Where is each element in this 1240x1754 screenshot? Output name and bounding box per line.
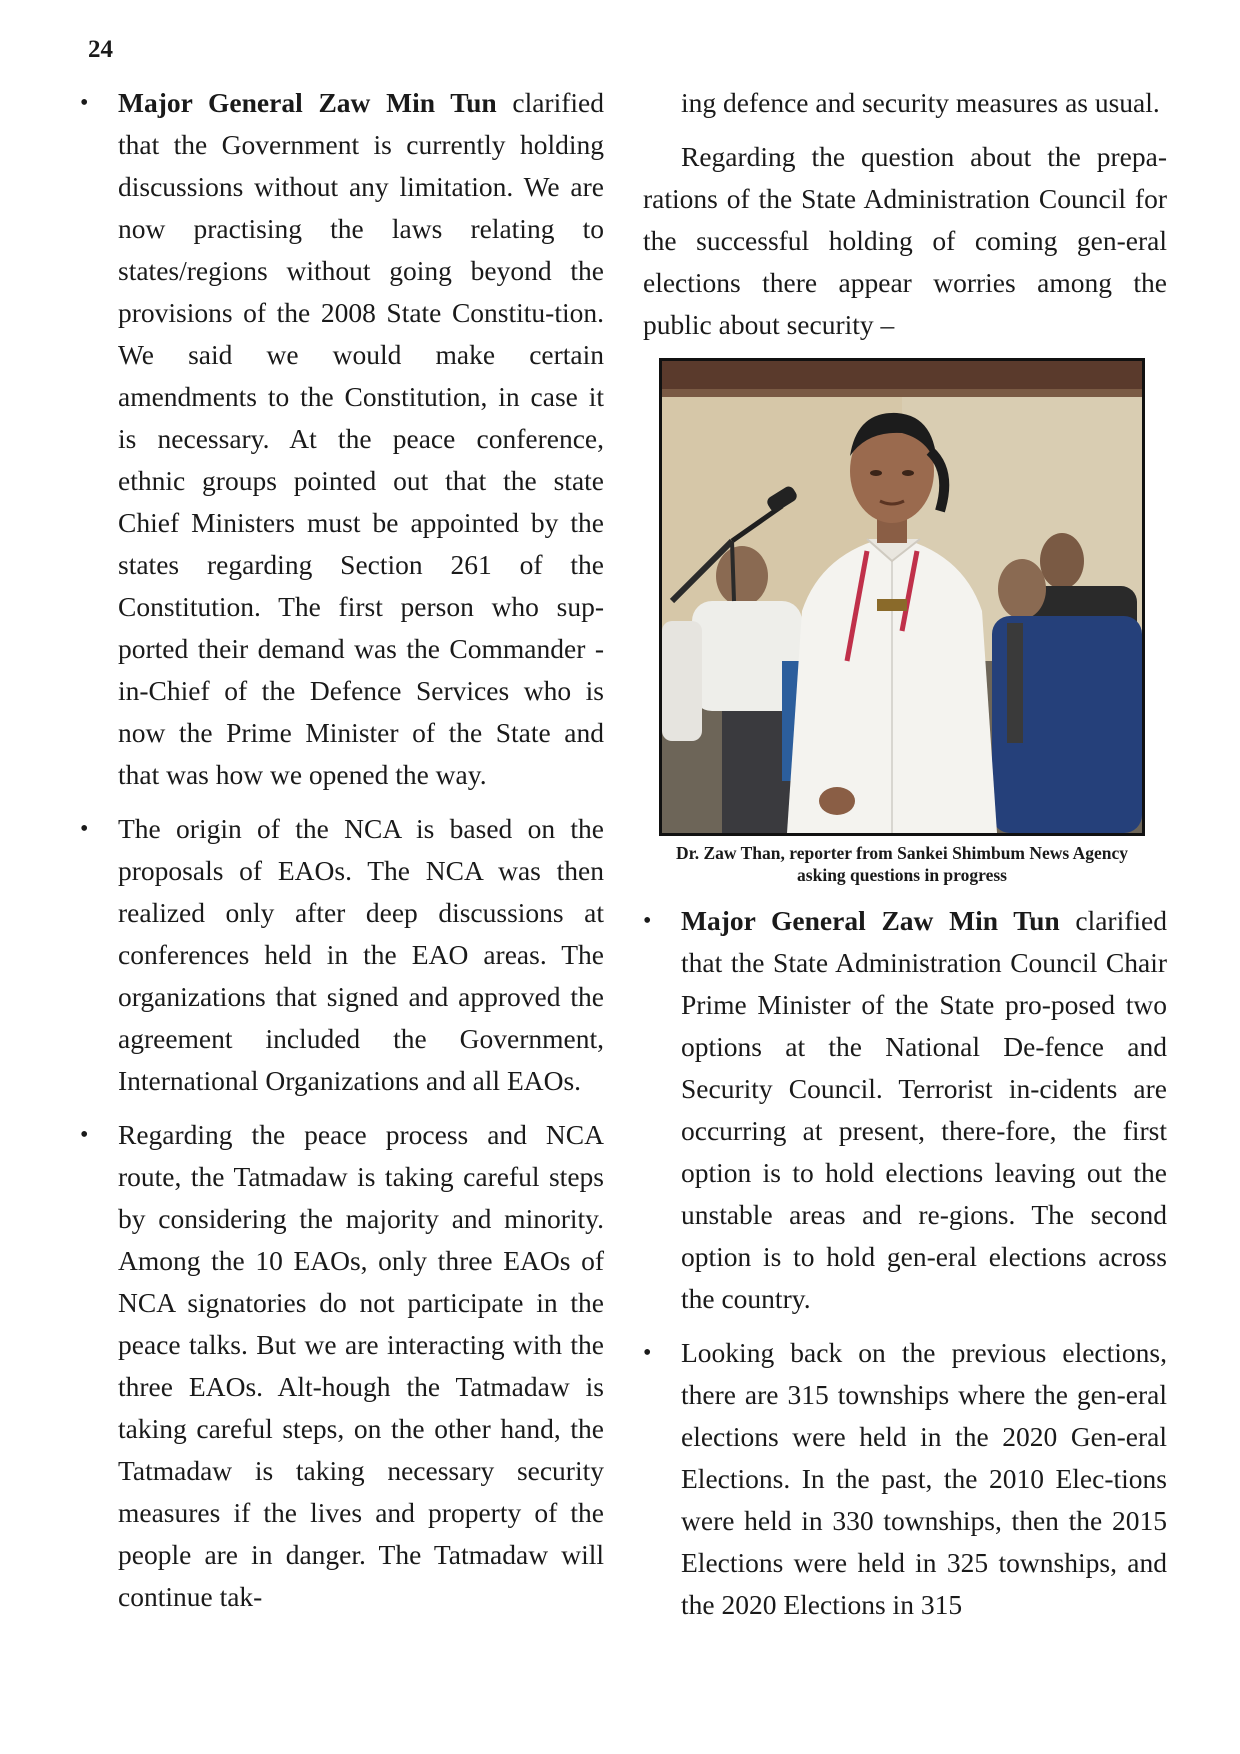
photo-caption: Dr. Zaw Than, reporter from Sankei Shimbum News Agency asking questions in progress xyxy=(675,843,1129,885)
left-column xyxy=(80,82,604,1630)
reporter-photo-illustration xyxy=(662,361,1142,833)
left-bullet-list xyxy=(80,82,604,1618)
bullet-item xyxy=(80,808,604,1102)
reporter-photo xyxy=(659,358,1145,836)
bullet-item xyxy=(80,82,604,796)
continuation-text: ing defence and security measures as usual. xyxy=(681,87,1160,118)
bullet-text: The origin of the NCA is based on the proposals of EAOs. The NCA was then realized only after deep discussions at conferences held in the EAO areas. The organizations that signed and approved the agreement included the Government, International Organizations and all EAOs. xyxy=(118,813,604,1096)
right-bullet-list xyxy=(643,900,1167,1626)
right-column xyxy=(643,82,1167,1638)
bullet-text: Regarding the peace process and NCA route, the Tatmadaw is taking careful steps by considering the majority and minority. Among the 10 EAOs, only three EAOs of NCA signatories do not participate in the peace talks. But we are interacting with the three EAOs. Alt-hough the Tatmadaw is taking careful steps, on the other hand, the Tatmadaw is taking necessary security measures if the lives and property of the people are in danger. The Tatmadaw will continue tak- xyxy=(118,1119,604,1612)
page-number: 24 xyxy=(88,36,113,63)
bullet-item xyxy=(80,1114,604,1618)
speaker-name: Major General Zaw Min Tun xyxy=(118,87,497,118)
photo-figure xyxy=(659,358,1145,886)
bullet-text: clarified that the Government is currently holding discussions without any limitation. We are now practising the laws relating to states/regions without going beyond the provisions of the 2008 State Constitu-tion. We said we would make certain amendments to the Constitution, in case it is necessary. At the peace conference, ethnic groups pointed out that the state Chief Ministers must be appointed by the states regarding Section 261 of the Constitution. The first person who sup-ported their demand was the Commander -in-Chief of the Defence Services who is now the Prime Minister of the State and that was how we opened the way. xyxy=(118,87,604,790)
body-paragraph: Regarding the question about the prepa-rations of the State Administration Council for the successful holding of coming gen-eral elections there appear worries among the public about security – xyxy=(643,141,1167,340)
bullet-text: clarified that the State Administration Council Chair Prime Minister of the State pro-posed two options at the National De-fence and Security Council. Terrorist in-cidents are occurring at present, there-fore, the first option is to hold elections leaving out the unstable areas and re-gions. The second option is to hold gen-eral elections across the country. xyxy=(681,905,1167,1314)
bullet-item xyxy=(643,1332,1167,1626)
bullet-item xyxy=(643,900,1167,1320)
bullet-text: Looking back on the previous elections, there are 315 townships where the gen-eral elections were held in the 2020 Gen-eral Elections. In the past, the 2010 Elec-tions were held in 330 townships, then the 2015 Elections were held in 325 townships, and the 2020 Elections in 315 xyxy=(681,1337,1167,1620)
speaker-name: Major General Zaw Min Tun xyxy=(681,905,1060,936)
